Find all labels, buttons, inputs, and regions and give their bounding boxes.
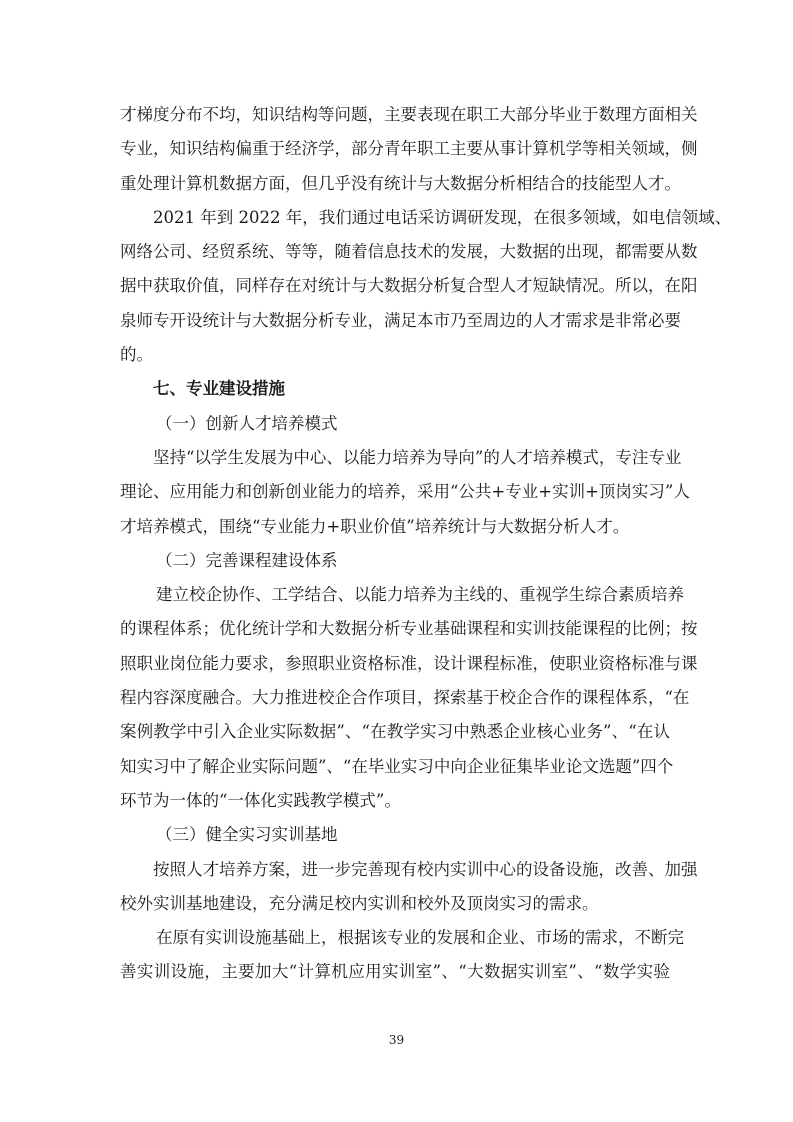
text-line: 泉师专开设统计与大数据分析专业，满足本市乃至周边的人才需求是非常必要: [120, 310, 681, 330]
text-line: 专业，知识结构偏重于经济学，部分青年职工主要从事计算机学等相关领域，侧: [120, 139, 698, 159]
text-line: 理论、应用能力和创新创业能力的培养，采用“公共+专业+实训+顶岗实习”人: [120, 482, 690, 502]
text-line: 环节为一体的“一体化实践教学模式”。: [120, 790, 401, 810]
text-line: 知实习中了解企业实际问题”、“在毕业实习中向企业征集毕业论文选题”四个: [120, 756, 674, 776]
text-line: 据中获取价值，同样存在对统计与大数据分析复合型人才短缺情况。所以，在阳: [120, 276, 698, 296]
text-line: 建立校企协作、工学结合、以能力培养为主线的、重视学生综合素质培养: [156, 585, 684, 605]
subsection-heading: （三）健全实习实训基地: [156, 825, 338, 845]
page-number: 39: [388, 1033, 405, 1047]
text-line: 才培养模式，围绕“专业能力+职业价值”培养统计与大数据分析人才。: [120, 516, 630, 536]
text-line: 案例教学中引入企业实际数据”、“在教学实习中熟悉企业核心业务”、“在认: [120, 722, 670, 742]
text-line: 照职业岗位能力要求，参照职业资格标准，设计课程标准，使职业资格标准与课: [120, 653, 698, 673]
text-line: 才梯度分布不均，知识结构等问题，主要表现在职工大部分毕业于数理方面相关: [120, 105, 698, 124]
text-line: 善实训设施，主要加大“计算机应用实训室”、“大数据实训室”、“数学实验: [120, 962, 670, 982]
text-line: 程内容深度融合。大力推进校企合作项目，探索基于校企合作的课程体系，“在: [120, 688, 690, 708]
paragraph-curriculum: [120, 578, 698, 818]
text-line: 校外实训基地建设，充分满足校内实训和校外及顶岗实习的需求。: [120, 893, 599, 913]
paragraph-survey-2021-2022: [120, 201, 732, 372]
text-line: 在原有实训设施基础上，根据该专业的发展和企业、市场的需求，不断完: [156, 928, 684, 948]
text-line: 按照人才培养方案，进一步完善现有校内实训中心的设备设施，改善、加强: [153, 859, 698, 879]
text-line: 的课程体系；优化统计学和大数据分析专业基础课程和实训技能课程的比例；按: [120, 619, 698, 639]
text-line: 网络公司、经贸系统、等等，随着信息技术的发展，大数据的出现，都需要从数: [120, 242, 698, 262]
paragraph-training-mode: [120, 441, 690, 544]
text-line: 的。: [120, 345, 153, 365]
body-text: [120, 98, 732, 990]
subsection-heading: （二）完善课程建设体系: [156, 550, 338, 570]
subsection-heading: （一）创新人才培养模式: [156, 413, 338, 433]
paragraph-training-base: [120, 853, 698, 922]
text-line: 2021 年到 2022 年，我们通过电话采访调研发现，在很多领域，如电信领域、: [153, 207, 732, 227]
paragraph-facilities: [120, 921, 684, 990]
text-line: 坚持“以学生发展为中心、以能力培养为导向”的人才培养模式，专注专业: [153, 447, 682, 467]
paragraph-talent-structure: [120, 98, 698, 201]
text-line: 重处理计算机数据方面，但几乎没有统计与大数据分析相结合的技能型人才。: [120, 173, 681, 193]
section-heading: 七、专业建设措施: [153, 379, 285, 399]
